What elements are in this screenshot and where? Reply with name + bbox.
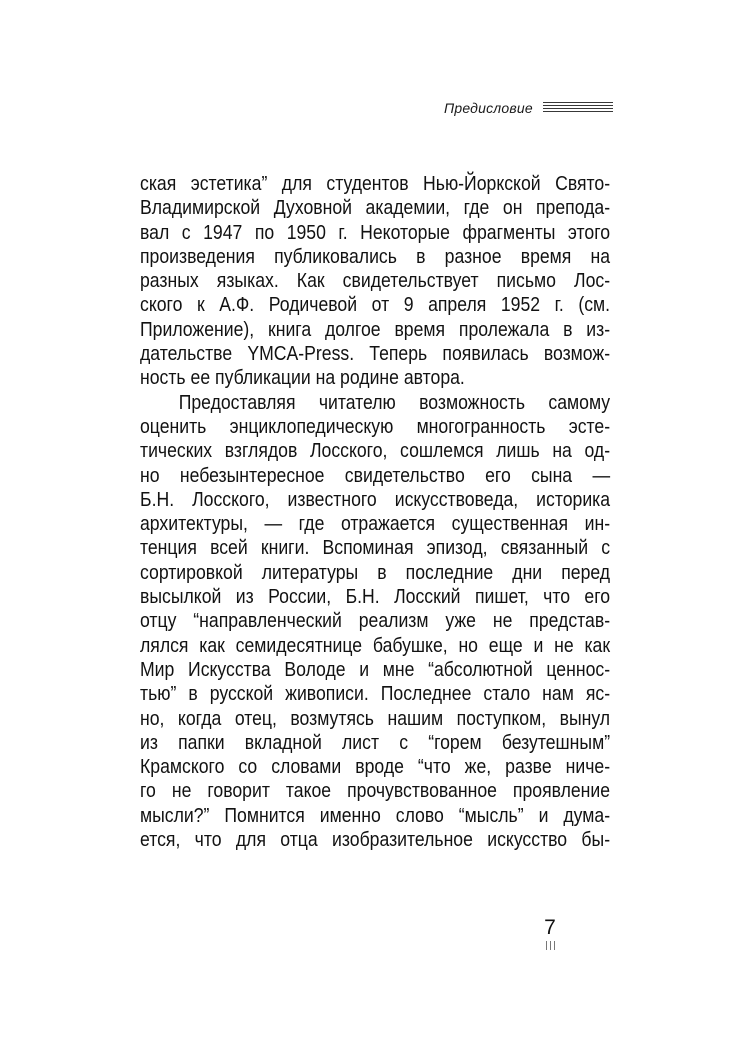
text-line: го не говорит такое прочувствованное проявление — [140, 779, 611, 803]
text-line: тических взглядов Лосского, сошлемся лишь на од- — [140, 439, 611, 463]
text-line: дательстве YMCA-Press. Теперь появилась возмож- — [140, 342, 611, 366]
page-number-marks — [540, 941, 560, 950]
text-line: лялся как семидесятнице бабушке, но еще и не как — [140, 633, 611, 657]
text-line: высылкой из России, Б.Н. Лосский пишет, что его — [140, 585, 611, 609]
text-line: но небезынтересное свидетельство его сына — — [140, 463, 611, 487]
text-line: архитектуры, — где отражается существенная ин- — [140, 512, 611, 536]
header-title: Предисловие — [444, 100, 533, 116]
text-line: ская эстетика” для студентов Нью-Йоркской Свято- — [140, 172, 611, 195]
text-line: Б.Н. Лосского, известного искусствоведа, историка — [140, 487, 611, 511]
page-number: 7 — [544, 916, 556, 939]
text-line: мысли?” Помнится именно слово “мысль” и дума- — [140, 803, 611, 827]
text-line: Приложение), книга долгое время пролежала в из- — [140, 317, 611, 341]
text-line: оценить энциклопедическую многогранность эсте- — [140, 414, 611, 438]
text-line: ского к А.Ф. Родичевой от 9 апреля 1952 г. (см. — [140, 293, 611, 317]
text-line: вал с 1947 по 1950 г. Некоторые фрагменты этого — [140, 220, 611, 244]
text-line: сортировкой литературы в последние дни перед — [140, 560, 611, 584]
text-line: Крамского со словами вроде “что же, разве ниче- — [140, 755, 611, 779]
paragraph-2 — [140, 391, 610, 853]
text-line: произведения публиковались в разное время на — [140, 244, 611, 268]
text-line: ность ее публикации на родине автора. — [140, 366, 465, 390]
body-text — [140, 172, 610, 852]
paragraph-1 — [140, 172, 610, 391]
running-header — [444, 100, 613, 116]
text-line: разных языках. Как свидетельствует письмо Лос- — [140, 269, 611, 293]
text-line: тью” в русской живописи. Последнее стало нам яс- — [140, 682, 611, 706]
text-line: отцу “направленческий реализм уже не представ- — [140, 609, 611, 633]
text-line: из папки вкладной лист с “горем безутешным” — [140, 730, 611, 754]
header-decorative-rule — [543, 102, 613, 114]
text-line: но, когда отец, возмутясь нашим поступком, вынул — [140, 706, 611, 730]
text-line: Владимирской Духовной академии, где он препода- — [140, 196, 611, 220]
text-line: ется, что для отца изобразительное искусство бы- — [140, 828, 611, 852]
text-line: Предоставляя читателю возможность самому — [178, 390, 611, 414]
text-line: Мир Искусства Володе и мне “абсолютной ценнос- — [140, 657, 611, 681]
text-line: тенция всей книги. Вспоминая эпизод, связанный с — [140, 536, 611, 560]
